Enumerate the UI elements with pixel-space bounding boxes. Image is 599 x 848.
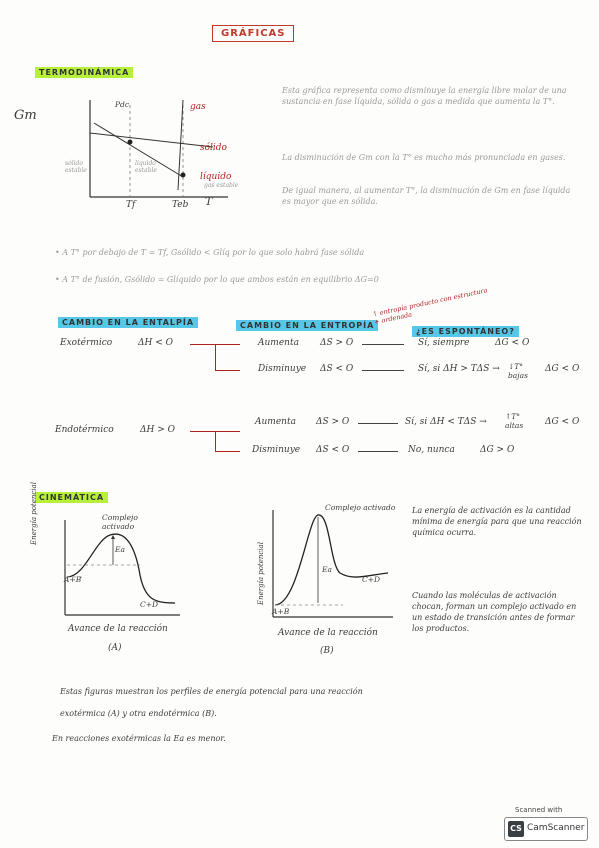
thermo-paragraph-1: Esta gráfica representa como disminuye la energía libre molar de una sustancia en fase líquida, sólida o gas a medida que aumenta la T°. [282,86,567,106]
row2-temp: ↓T° bajas [508,362,528,380]
thermo-liquido: líquido [200,172,232,182]
thermo-line-2: • A T° de fusión, Gsólido = Glíquido por lo que ambos están en equilibrio ΔG=0 [55,275,379,284]
endo-label: Endotérmico [55,425,114,435]
graph-b-ea: Ea [322,565,332,574]
section-spontaneous: ¿ES ESPONTÁNEO? [412,326,519,337]
thermo-tf: Tf [126,200,136,210]
row2-dg: ΔG < O [545,364,580,374]
row4-spont: No, nunca [408,445,455,455]
exo-dh: ΔH < O [138,338,173,348]
graph-a-caption: (A) [108,643,122,653]
row3-entropy: Aumenta [255,417,296,427]
row1-entropy: Aumenta [258,338,299,348]
row4-ds: ΔS < O [316,445,350,455]
thermo-solido: sólido [200,143,227,153]
page-title: GRÁFICAS [212,25,294,42]
section-enthalpy: CAMBIO EN LA ENTALPÍA [58,317,198,328]
thermo-x-label: T [205,195,213,208]
thermo-pdc: Pdc [115,100,130,109]
row4-dg: ΔG > O [480,445,515,455]
entropy-note: ↑ entropía producto con estructura + ordenada [371,286,489,327]
thermo-line-1: • A T° por debajo de T = Tf, Gsólido < Glíq por lo que solo habrá fase sólida [55,248,365,257]
bottom-line-2: exotérmica (A) y otra endotérmica (B). [60,709,217,718]
thermo-graph [38,95,268,210]
graph-a-peak: Complejo activado [102,513,138,531]
thermo-zone-liquid: líquido estable [135,160,157,174]
row3-ds: ΔS > O [316,417,350,427]
row3-dg: ΔG < O [545,417,580,427]
thermo-teb: Teb [172,200,189,210]
graph-a-products: C+D [140,600,159,609]
graph-a-reactants: A+B [64,575,82,584]
graph-a-ea: Ea [115,545,125,554]
graph-b-x-label: Avance de la reacción [278,628,378,638]
bottom-line-1: Estas figuras muestran los perfiles de energía potencial para una reacción [60,687,363,696]
row3-temp: ↑T° altas [505,412,524,430]
row4-entropy: Disminuye [252,445,301,455]
row3-spont: Sí, si ΔH < TΔS → [405,417,487,427]
section-thermo: TERMODINÁMICA [35,67,133,78]
camscanner-brand: CamScanner [527,823,585,833]
graph-b-caption: (B) [320,646,334,656]
row2-entropy: Disminuye [258,364,307,374]
kinetics-paragraph-2: Cuando las moléculas de activación chocan, forman un complejo activado en un estado de transición antes de formar los productos. [412,591,577,633]
row1-dg: ΔG < O [495,338,530,348]
thermo-paragraph-3: De igual manera, al aumentar T°, la disminución de Gm en fase líquida es mayor que en sólida. [282,186,571,206]
camscanner-logo [504,817,588,841]
graph-b-products: C+D [362,575,381,584]
thermo-zone-gas: gas estable [204,182,239,189]
graph-b-y-label: Energía potencial [257,542,265,605]
endo-dh: ΔH > O [140,425,175,435]
thermo-y-label: Gm [14,108,37,123]
row1-ds: ΔS > O [320,338,354,348]
graph-b-reactants: A+B [272,607,290,616]
graph-b-peak: Complejo activado [325,503,396,512]
scanner-caption: Scanned with [515,806,563,814]
row2-ds: ΔS < O [320,364,354,374]
row1-spont: Sí, siempre [418,338,470,348]
graph-a-y-label: Energía potencial [30,482,38,545]
row2-spont: Sí, si ΔH > TΔS → [418,364,500,374]
graph-a-x-label: Avance de la reacción [68,624,168,634]
thermo-gas: gas [190,102,206,112]
thermo-paragraph-2: La disminución de Gm con la T° es mucho más pronunciada en gases. [282,153,566,162]
kinetics-graph-a [45,515,185,625]
thermo-zone-solid: sólido estable [65,160,87,174]
cs-icon: CS [508,821,524,837]
section-kinematics: CINEMÁTICA [35,492,108,503]
bottom-line-3: En reacciones exotérmicas la Ea es menor. [52,734,226,743]
exo-label: Exotérmico [60,338,113,348]
kinetics-paragraph-1: La energía de activación es la cantidad mínima de energía para que una reacción química ocurra. [412,506,582,537]
section-entropy: CAMBIO EN LA ENTROPÍA [236,320,378,331]
